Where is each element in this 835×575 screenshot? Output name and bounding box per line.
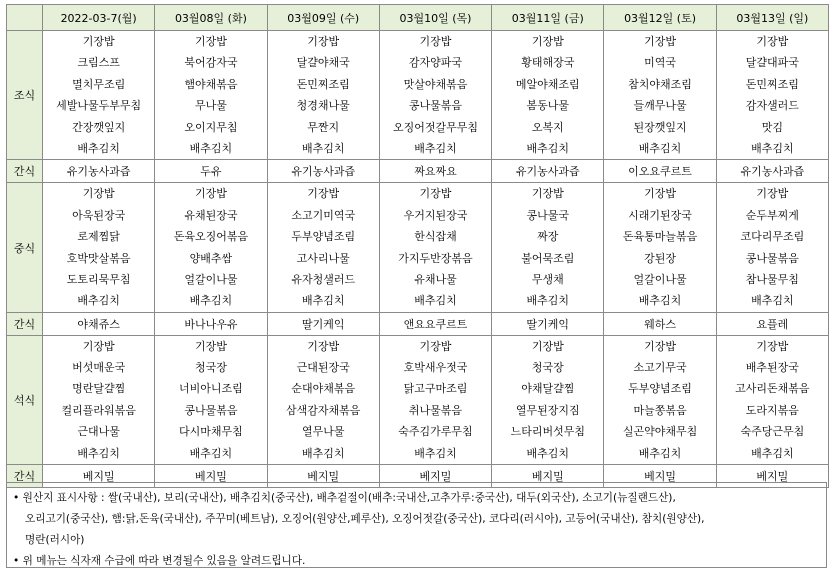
menu-item: 우거지된장국 [403,208,468,222]
menu-item: 배추된장국 [745,361,799,375]
date-header: 03월13일 (일) [716,5,828,31]
snack-cell: 유기농사과즙 [267,160,379,183]
menu-item: 기장밥 [531,339,564,353]
meal-cell [155,335,267,464]
menu-item: 짜장 [537,230,559,244]
meal-cell [267,31,379,160]
menu-item: 배추김치 [414,141,457,155]
menu-item: 달걀야채국 [296,56,350,70]
menu-item: 배추김치 [638,141,682,155]
meal-label: 간식 [7,160,43,183]
date-header-row [7,5,829,31]
menu-item: 무나물 [194,99,227,113]
menu-body [7,31,829,488]
menu-item: 기장밥 [194,339,227,353]
menu-item: 맛김 [761,120,783,134]
menu-item: 배추김치 [751,141,794,155]
date-header: 03월09일 (수) [267,5,379,31]
menu-item: 두부양념조림 [628,382,692,396]
menu-item: 순두부찌게 [745,208,799,222]
meal-cell [604,183,716,312]
snack-cell: 유기농사과즙 [492,160,604,183]
menu-item: 배추김치 [77,294,120,308]
menu-item: 햄야채볶음 [184,77,238,91]
meal-cell [379,183,491,312]
meal-cell [492,183,604,312]
menu-item: 배추김치 [638,446,682,460]
menu-item: 도라지볶음 [745,403,799,417]
snack-cell: 웨하스 [604,312,716,335]
meal-label: 중식 [7,183,43,312]
date-header: 03월10일 (목) [379,5,491,31]
menu-item: 얼갈이나물 [633,272,687,286]
menu-item: 돈민찌조림 [745,77,799,91]
menu-item: 배추김치 [189,141,233,155]
menu-item: 삼색감자채볶음 [286,403,361,417]
menu-item: 크림스프 [77,56,120,70]
menu-item: 기장밥 [756,35,789,48]
snack-cell: 요플레 [716,312,828,335]
menu-item: 배추김치 [301,294,345,308]
menu-item: 유자청샐러드 [291,272,356,286]
menu-item: 기장밥 [644,339,676,353]
menu-item: 두부양념조림 [291,230,356,244]
menu-item: 기장밥 [644,35,676,48]
origin-note-line-3: 명란(러시아) [25,534,85,546]
meal-cell [43,335,155,464]
menu-item: 시래기된장국 [628,208,692,222]
snack-cell: 유기농사과즙 [43,160,155,183]
date-header: 03월12일 (토) [604,5,716,31]
menu-item: 열무된장지짐 [515,403,580,417]
menu-item: 맛살야채볶음 [403,77,468,91]
snack-cell: 두유 [155,160,267,183]
meal-cell [604,335,716,464]
menu-item: 기장밥 [531,35,564,48]
menu-item: 북어감자국 [184,56,238,70]
menu-item: 소고기미역국 [291,208,356,222]
menu-item: 불어묵조림 [521,251,575,265]
menu-item: 강된장 [644,251,676,265]
menu-item: 기장밥 [194,187,227,201]
menu-item: 마늘쫑볶음 [633,403,687,417]
menu-item: 고사리나물 [296,251,350,265]
menu-item: 기장밥 [194,35,227,48]
date-header: 03월08일 (화) [155,5,267,31]
snack-cell: 앤요요쿠르트 [379,312,491,335]
menu-item: 배추김치 [414,446,457,460]
menu-item: 너비아니조림 [179,382,243,396]
snack-cell: 야채쥬스 [43,312,155,335]
menu-item: 감자양파국 [408,56,463,70]
menu-item: 취나물볶음 [408,403,463,417]
menu-item: 코다리무조림 [740,230,805,244]
meal-label: 간식 [7,312,43,335]
meal-cell [379,335,491,464]
menu-item: 기장밥 [82,187,115,201]
menu-item: 배추김치 [751,294,794,308]
menu-item: 가지두반장볶음 [398,251,473,265]
menu-item: 오징어젓갈무무침 [392,120,478,134]
menu-item: 기장밥 [307,339,340,353]
meal-cell [155,183,267,312]
meal-cell [604,31,716,160]
menu-item: 닭고구마조림 [403,382,468,396]
menu-item: 미역국 [644,56,676,70]
menu-item: 기장밥 [419,339,452,353]
snack-cell: 베지밀 [492,465,604,488]
meal-cell [379,31,491,160]
menu-item: 호박새우젓국 [403,361,468,375]
menu-item: 배추김치 [189,294,233,308]
menu-item: 돈육통마늘볶음 [622,230,698,244]
meal-cell [492,31,604,160]
menu-item: 배추김치 [638,294,682,308]
menu-item: 청국장 [531,361,564,375]
menu-item: 근대된장국 [296,361,350,375]
menu-item: 실곤약야채무침 [622,425,698,439]
menu-item: 콩나물국 [526,208,570,222]
weekly-menu-table [6,4,829,488]
meal-label: 석식 [7,335,43,464]
menu-item: 기장밥 [644,187,676,201]
menu-item: 기장밥 [756,339,789,353]
menu-item: 배추김치 [526,446,570,460]
menu-item: 버섯매운국 [72,361,126,375]
menu-item: 배추김치 [414,294,457,308]
menu-item: 오이지무침 [184,120,238,134]
meal-cell [43,31,155,160]
menu-item: 참치야채조림 [628,77,692,91]
menu-item: 고사리돈채볶음 [735,382,810,396]
menu-item: 느타리버섯무침 [510,425,585,439]
menu-item: 콩나물볶음 [184,403,238,417]
menu-item: 간장깻잎지 [72,120,126,134]
meal-row [7,31,829,160]
snack-cell: 베지밀 [43,465,155,488]
menu-item: 얼갈이나물 [184,272,238,286]
menu-item: 배추김치 [77,446,120,460]
menu-item: 배추김치 [301,141,345,155]
snack-cell: 베지밀 [379,465,491,488]
menu-item: 도토리묵무침 [66,272,131,286]
menu-item: 청경채나물 [296,99,350,113]
menu-item: 근대나물 [77,425,120,439]
menu-item: 아욱된장국 [72,208,126,222]
meal-cell [43,183,155,312]
menu-item: 배추김치 [189,446,233,460]
menu-item: 양배추쌈 [189,251,233,265]
menu-item: 유채나물 [414,272,457,286]
menu-item: 메알야채조림 [515,77,580,91]
snack-row [7,312,829,335]
menu-item: 돈민찌조림 [296,77,350,91]
date-header: 2022-03-7(월) [43,5,155,31]
corner-cell [7,5,43,31]
menu-item: 배추김치 [526,141,570,155]
menu-item: 오복지 [531,120,564,134]
meal-cell [716,183,828,312]
meal-cell [155,31,267,160]
menu-item: 배추김치 [301,446,345,460]
menu-item: 야채달걀찜 [521,382,575,396]
menu-item: 기장밥 [82,339,115,353]
menu-item: 달걀대파국 [745,56,799,70]
menu-item: 소고기무국 [633,361,687,375]
menu-item: 순대야채볶음 [291,382,356,396]
menu-item: 유채된장국 [184,208,238,222]
origin-note-line-1: • 원산지 표시사항 : 쌀(국내산), 보리(국내산), 배추김치(중국산), 배추겉절이(배추:국내산,고추가루:중국산), 대두(외국산), 소고기(뉴질랜드산), [13,492,676,504]
snack-row [7,160,829,183]
menu-item: 멸치무조림 [72,77,126,91]
menu-item: 콩나물볶음 [745,251,799,265]
snack-cell: 베지밀 [604,465,716,488]
notes-box [6,482,827,568]
menu-item: 숙주김가루무침 [398,425,473,439]
snack-cell: 딸기케익 [267,312,379,335]
menu-item: 로제찜닭 [77,230,120,244]
menu-item: 된장깻잎지 [633,120,687,134]
meal-cell [492,335,604,464]
meal-cell [267,335,379,464]
menu-item: 기장밥 [419,187,452,201]
meal-row [7,335,829,464]
menu-item: 참나물무침 [745,272,799,286]
menu-item: 황태해장국 [521,56,575,70]
menu-item: 세발나물두부무침 [56,99,142,113]
menu-item: 들깨무나물 [633,99,687,113]
meal-cell [716,335,828,464]
meal-label: 조식 [7,31,43,160]
menu-item: 배추김치 [751,446,794,460]
menu-item: 한식잡채 [414,230,457,244]
snack-cell: 바나나우유 [155,312,267,335]
meal-cell [716,31,828,160]
date-header: 03월11일 (금) [492,5,604,31]
menu-item: 배추김치 [77,141,120,155]
snack-cell: 베지밀 [716,465,828,488]
menu-item: 무짠지 [307,120,340,134]
snack-cell: 이오요쿠르트 [604,160,716,183]
origin-note-line-2: 오리고기(중국산), 햄:닭,돈육(국내산), 주꾸미(베트남), 오징어(원양산,페루산), 오징어젓갈(중국산), 코다리(러시아), 고등어(국내산), 참치(원양산), [25,513,705,525]
menu-item: 숙주당근무침 [740,425,805,439]
meal-label: 간식 [7,465,43,488]
menu-item: 컬리플라워볶음 [61,403,136,417]
menu-item: 기장밥 [82,35,115,48]
menu-item: 콩나물볶음 [408,99,463,113]
menu-item: 봄동나물 [526,99,570,113]
meal-row [7,183,829,312]
menu-item: 열무나물 [301,425,345,439]
menu-item: 청국장 [194,361,227,375]
menu-item: 기장밥 [531,187,564,201]
snack-cell: 딸기케익 [492,312,604,335]
menu-item: 무생채 [531,272,564,286]
menu-item: 기장밥 [307,187,340,201]
menu-item: 돈육오징어볶음 [173,230,249,244]
snack-cell: 짜요짜요 [379,160,491,183]
menu-item: 다시마채무침 [179,425,243,439]
menu-item: 기장밥 [307,35,340,48]
menu-item: 기장밥 [756,187,789,201]
change-notice: • 위 메뉴는 식자재 수급에 따라 변경될수 있음을 알려드립니다. [13,555,306,567]
snack-cell: 유기농사과즙 [716,160,828,183]
snack-cell: 베지밀 [267,465,379,488]
snack-cell: 베지밀 [155,465,267,488]
menu-item: 기장밥 [419,35,452,48]
menu-item: 배추김치 [526,294,570,308]
meal-cell [267,183,379,312]
menu-item: 감자샐러드 [745,99,799,113]
menu-item: 호박맛살볶음 [66,251,131,265]
menu-item: 명란달걀찜 [72,382,126,396]
